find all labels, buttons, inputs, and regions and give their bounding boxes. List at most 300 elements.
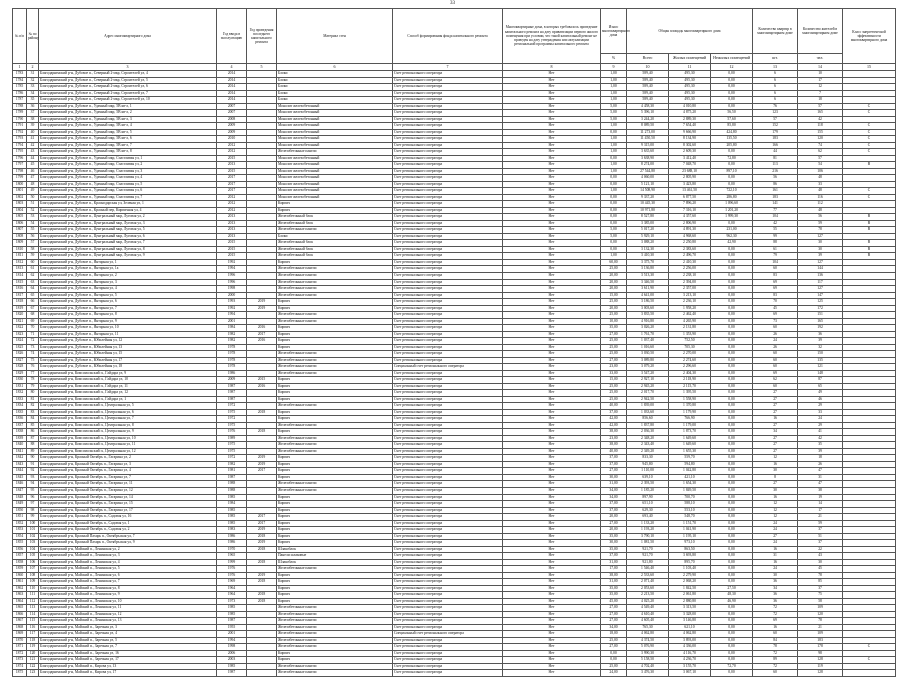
table-header bbox=[13, 9, 896, 71]
cell-area-living: 7 896,20 bbox=[669, 201, 711, 208]
cell-commission-year: 2017 bbox=[217, 188, 247, 195]
cell-energy-class: C bbox=[843, 110, 896, 117]
cell-repair-needed: Нет bbox=[503, 351, 601, 358]
cell-wear: 23,00 bbox=[601, 364, 627, 371]
cell-apartments: 36 bbox=[753, 579, 798, 586]
column-number: 11 bbox=[669, 64, 711, 71]
cell-fund-method: Счет регионального оператора bbox=[393, 233, 503, 240]
cell-last-repair-year: 2018 bbox=[247, 546, 277, 553]
cell-commission-year: 1985 bbox=[217, 611, 247, 618]
cell-commission-year: 1987 bbox=[217, 390, 247, 397]
cell-row-number: 1821 bbox=[13, 318, 27, 325]
cell-address: Благодарненский р-н, Дубовое п., Северный 2-мкр, Строителей ул, 10 bbox=[39, 97, 217, 104]
cell-commission-year: 1972 bbox=[217, 403, 247, 410]
cell-row-number: 1804 bbox=[13, 207, 27, 214]
cell-row-number: 1795 bbox=[13, 149, 27, 156]
cell-commission-year: 1978 bbox=[217, 357, 247, 364]
cell-district-number: 93 bbox=[27, 474, 39, 481]
cell-area-total: 3 030,50 bbox=[627, 351, 669, 358]
cell-area-total: 639,10 bbox=[627, 474, 669, 481]
cell-residents: 109 bbox=[798, 605, 843, 612]
cell-wear: 34,00 bbox=[601, 624, 627, 631]
column-number: 7 bbox=[393, 64, 503, 71]
cell-address: Благодарненский р-н, Дубовое п., Северный 2-мкр, Строителей ул, 7 bbox=[39, 90, 217, 97]
cell-area-living: 3 893,00 bbox=[669, 637, 711, 644]
cell-wall-material: Кирпич bbox=[277, 325, 393, 332]
column-number: 14 bbox=[798, 64, 843, 71]
cell-wall-material: Панели шлаковые bbox=[277, 553, 393, 560]
cell-area-nonliving: 0,00 bbox=[711, 357, 753, 364]
cell-address: Благодарненский р-н, Дубовое п., Красный пер, Кирпичная ул, 4 bbox=[39, 207, 217, 214]
cell-wall-material: Кирпич bbox=[277, 540, 393, 547]
cell-residents: 148 bbox=[798, 370, 843, 377]
cell-wear: 1,00 bbox=[601, 149, 627, 156]
cell-fund-method: Счет регионального оператора bbox=[393, 266, 503, 273]
cell-area-total: 1 033,60 bbox=[627, 409, 669, 416]
cell-wear: 38,00 bbox=[601, 442, 627, 449]
cell-residents: 127 bbox=[798, 259, 843, 266]
cell-area-living: 2 880,80 bbox=[669, 598, 711, 605]
cell-wall-material: Железобетонные панели bbox=[277, 370, 393, 377]
cell-wall-material: Железобетонные панели bbox=[277, 618, 393, 625]
cell-repair-needed: Нет bbox=[503, 501, 601, 508]
cell-area-nonliving: 0,00 bbox=[711, 279, 753, 286]
cell-repair-needed: Нет bbox=[503, 514, 601, 521]
cell-area-total: 4 549,40 bbox=[627, 605, 669, 612]
cell-wall-material: Железобетонные панели bbox=[277, 318, 393, 325]
cell-area-nonliving: 0,00 bbox=[711, 77, 753, 84]
cell-repair-needed: Нет bbox=[503, 474, 601, 481]
cell-address: Благодарненский р-н, Комсомольский п., Центральная ул, 7 bbox=[39, 416, 217, 423]
cell-row-number: 1823 bbox=[13, 331, 27, 338]
cell-address: Благодарненский р-н, Комсомольский п., Центральная ул, 10 bbox=[39, 435, 217, 442]
cell-fund-method: Счет регионального оператора bbox=[393, 188, 503, 195]
cell-fund-method: Счет регионального оператора bbox=[393, 116, 503, 123]
cell-residents: 116 bbox=[798, 194, 843, 201]
cell-apartments: 30 bbox=[753, 572, 798, 579]
cell-apartments: 113 bbox=[753, 162, 798, 169]
cell-row-number: 1871 bbox=[13, 644, 27, 651]
cell-apartments: 152 bbox=[753, 123, 798, 130]
cell-row-number: 1845 bbox=[13, 474, 27, 481]
cell-fund-method: Счет регионального оператора bbox=[393, 299, 503, 306]
cell-area-nonliving: 0,00 bbox=[711, 474, 753, 481]
cell-residents: 119 bbox=[798, 663, 843, 670]
cell-area-living: 7 048,70 bbox=[669, 162, 711, 169]
cell-commission-year: 1985 bbox=[217, 520, 247, 527]
cell-area-living: 2 061,80 bbox=[669, 592, 711, 599]
cell-address: Благодарненский р-н, Комсомольский п., Гайдара ул, 12 bbox=[39, 390, 217, 397]
cell-area-nonliving: 0,00 bbox=[711, 383, 753, 390]
cell-row-number: 1865 bbox=[13, 605, 27, 612]
cell-apartments: 73 bbox=[753, 318, 798, 325]
cell-address: Благодарненский р-н, Майский п., Ленинская ул, 5 bbox=[39, 566, 217, 573]
cell-apartments: 45 bbox=[753, 305, 798, 312]
cell-district-number: 112 bbox=[27, 598, 39, 605]
cell-address: Благодарненский р-н, Комсомольский п., Центральная ул, 11 bbox=[39, 442, 217, 449]
cell-fund-method: Счет регионального оператора bbox=[393, 136, 503, 143]
cell-residents: 78 bbox=[798, 572, 843, 579]
cell-last-repair-year: 2019 bbox=[247, 527, 277, 534]
cell-apartments: 44 bbox=[753, 149, 798, 156]
cell-wall-material: Кирпич bbox=[277, 201, 393, 208]
cell-district-number: 95 bbox=[27, 488, 39, 495]
cell-area-living: 421,10 bbox=[669, 474, 711, 481]
cell-apartments: 56 bbox=[753, 175, 798, 182]
cell-fund-method: Счет регионального оператора bbox=[393, 448, 503, 455]
cell-address: Благодарненский р-н, Дубовое п., Удачный мкр, 5В кв-л, 2 bbox=[39, 110, 217, 117]
cell-apartments: 27 bbox=[753, 481, 798, 488]
cell-address: Благодарненский р-н, Красный Пахарь п., Октябрьская ул, 7 bbox=[39, 533, 217, 540]
cell-area-total: 2 945,20 bbox=[627, 383, 669, 390]
cell-fund-method: Счет регионального оператора bbox=[393, 129, 503, 136]
cell-residents: 17 bbox=[798, 77, 843, 84]
cell-wear: 35,00 bbox=[601, 325, 627, 332]
cell-commission-year: 2000 bbox=[217, 292, 247, 299]
cell-fund-method: Счет регионального оператора bbox=[393, 325, 503, 332]
cell-residents: 7 bbox=[798, 90, 843, 97]
cell-residents: 172 bbox=[798, 305, 843, 312]
cell-area-nonliving: 0,00 bbox=[711, 299, 753, 306]
cell-wall-material: Кирпич bbox=[277, 494, 393, 501]
cell-wall-material: Блоки bbox=[277, 77, 393, 84]
cell-repair-needed: Нет bbox=[503, 370, 601, 377]
cell-last-repair-year: 2017 bbox=[247, 514, 277, 521]
cell-apartments: 30 bbox=[753, 488, 798, 495]
cell-address: Благодарненский р-н, Дубовое п., Удачный мкр, 5В кв-л, 1 bbox=[39, 103, 217, 110]
cell-row-number: 1813 bbox=[13, 266, 27, 273]
header-residents: Количество жителей в многоквартирном доме bbox=[798, 9, 843, 54]
cell-area-total: 3 026,20 bbox=[627, 325, 669, 332]
cell-commission-year: 1972 bbox=[217, 416, 247, 423]
cell-residents: 58 bbox=[798, 598, 843, 605]
table-row bbox=[13, 670, 896, 677]
cell-apartments: 69 bbox=[753, 286, 798, 293]
cell-apartments: 60 bbox=[753, 383, 798, 390]
cell-residents: 22 bbox=[798, 546, 843, 553]
cell-district-number: 122 bbox=[27, 663, 39, 670]
cell-wear: 1,00 bbox=[601, 162, 627, 169]
cell-wear: 5,00 bbox=[601, 110, 627, 117]
cell-repair-needed: Нет bbox=[503, 377, 601, 384]
cell-area-nonliving: 962,30 bbox=[711, 233, 753, 240]
column-number: 15 bbox=[843, 64, 896, 71]
cell-wear: 1,00 bbox=[601, 142, 627, 149]
cell-last-repair-year bbox=[247, 670, 277, 677]
cell-fund-method: Счет регионального оператора bbox=[393, 624, 503, 631]
cell-residents: 33 bbox=[798, 181, 843, 188]
cell-wear: 5,00 bbox=[601, 103, 627, 110]
cell-apartments: 72 bbox=[753, 611, 798, 618]
cell-apartments: 69 bbox=[753, 370, 798, 377]
cell-energy-class: B bbox=[843, 220, 896, 227]
cell-address: Благодарненский р-н, Комсомольский п., Центральная ул, 8 bbox=[39, 422, 217, 429]
cell-area-living: 863,50 bbox=[669, 546, 711, 553]
cell-area-total: 2 942,50 bbox=[627, 396, 669, 403]
housing-register-table bbox=[12, 8, 896, 677]
cell-address: Благодарненский р-н, Дубовое п., Удачный мкр, 5В кв-л, 7 bbox=[39, 142, 217, 149]
cell-wear: 18,00 bbox=[601, 631, 627, 638]
cell-area-nonliving: 0,00 bbox=[711, 331, 753, 338]
cell-fund-method: Счет регионального оператора bbox=[393, 207, 503, 214]
cell-area-nonliving: 0,00 bbox=[711, 435, 753, 442]
cell-area-living: 3 423,80 bbox=[669, 181, 711, 188]
cell-repair-needed: Нет bbox=[503, 286, 601, 293]
cell-row-number: 1833 bbox=[13, 396, 27, 403]
cell-apartments: 81 bbox=[753, 155, 798, 162]
cell-area-living: 588,10 bbox=[669, 501, 711, 508]
cell-area-nonliving: 0,00 bbox=[711, 448, 753, 455]
cell-address: Благодарненский р-н, Дубовое п., Удачный мкр, Счастливая ул, 7 bbox=[39, 194, 217, 201]
cell-wear: 1,00 bbox=[601, 90, 627, 97]
cell-apartments: 60 bbox=[753, 631, 798, 638]
cell-area-living: 700,70 bbox=[669, 494, 711, 501]
cell-area-living: 1 842,50 bbox=[669, 585, 711, 592]
cell-address: Благодарненский р-н, Комсомольский п., Центральная ул, 6 bbox=[39, 409, 217, 416]
cell-area-living: 2 274,60 bbox=[669, 357, 711, 364]
cell-repair-needed: Нет bbox=[503, 84, 601, 91]
cell-energy-class: C bbox=[843, 129, 896, 136]
cell-fund-method: Счет регионального оператора bbox=[393, 331, 503, 338]
cell-last-repair-year: 2017 bbox=[247, 468, 277, 475]
cell-area-total: 3 346,50 bbox=[627, 279, 669, 286]
cell-row-number: 1869 bbox=[13, 631, 27, 638]
cell-apartments: 27 bbox=[753, 390, 798, 397]
cell-address: Благодарненский р-н, Дубовое п., Янтарная ул, 2 bbox=[39, 272, 217, 279]
cell-fund-method: Счет регионального оператора bbox=[393, 77, 503, 84]
cell-wall-material: Железобетонные панели bbox=[277, 149, 393, 156]
cell-address: Благодарненский р-н, Красный Пахарь п., Октябрьская ул, 9 bbox=[39, 540, 217, 547]
cell-fund-method: Счет регионального оператора bbox=[393, 175, 503, 182]
cell-area-total: 5 076,90 bbox=[627, 644, 669, 651]
cell-area-nonliving: 0,00 bbox=[711, 494, 753, 501]
cell-address: Благодарненский р-н, Майский п., Ленинская ул, 6 bbox=[39, 572, 217, 579]
cell-fund-method: Счет регионального оператора bbox=[393, 435, 503, 442]
cell-repair-needed: Нет bbox=[503, 488, 601, 495]
cell-residents: 19 bbox=[798, 494, 843, 501]
cell-row-number: 1790 bbox=[13, 116, 27, 123]
cell-residents: 12 bbox=[798, 84, 843, 91]
cell-fund-method: Счет регионального оператора bbox=[393, 305, 503, 312]
cell-commission-year: 2012 bbox=[217, 207, 247, 214]
cell-wall-material: Железобетонные панели bbox=[277, 435, 393, 442]
cell-area-nonliving: 0,00 bbox=[711, 514, 753, 521]
cell-area-total: 10 445,30 bbox=[627, 201, 669, 208]
cell-district-number: 71 bbox=[27, 331, 39, 338]
cell-repair-needed: Нет bbox=[503, 579, 601, 586]
cell-area-total: 4 916,80 bbox=[627, 318, 669, 325]
cell-area-total: 5 158,50 bbox=[627, 657, 669, 664]
cell-row-number: 1800 bbox=[13, 181, 27, 188]
cell-wear: 0,00 bbox=[601, 194, 627, 201]
cell-district-number: 69 bbox=[27, 318, 39, 325]
cell-apartments: 89 bbox=[753, 657, 798, 664]
cell-last-repair-year: 2019 bbox=[247, 540, 277, 547]
cell-area-total: 8 527,80 bbox=[627, 214, 669, 221]
cell-repair-needed: Нет bbox=[503, 201, 601, 208]
cell-area-nonliving: 1 096,60 bbox=[711, 201, 753, 208]
cell-residents: 87 bbox=[798, 377, 843, 384]
cell-district-number: 40 bbox=[27, 129, 39, 136]
cell-area-total: 4 610,40 bbox=[627, 611, 669, 618]
cell-row-number: 1856 bbox=[13, 546, 27, 553]
cell-area-living: 3 155,70 bbox=[669, 663, 711, 670]
cell-wall-material: Кирпич bbox=[277, 592, 393, 599]
cell-wear: 27,00 bbox=[601, 520, 627, 527]
cell-last-repair-year: 2018 bbox=[247, 579, 277, 586]
cell-commission-year: 2015 bbox=[217, 155, 247, 162]
cell-area-nonliving: 0,00 bbox=[711, 390, 753, 397]
cell-address: Благодарненский р-н, Майский п., Ленинская ул, 4 bbox=[39, 559, 217, 566]
cell-area-living: 4 336,00 bbox=[669, 644, 711, 651]
cell-apartments: 161 bbox=[753, 188, 798, 195]
cell-commission-year: 1989 bbox=[217, 435, 247, 442]
cell-wear: 20,00 bbox=[601, 272, 627, 279]
cell-wall-material: Железобетонные панели bbox=[277, 292, 393, 299]
cell-repair-needed: Нет bbox=[503, 611, 601, 618]
cell-area-total: 5 396,10 bbox=[627, 110, 669, 117]
cell-commission-year: 1985 bbox=[217, 663, 247, 670]
cell-wall-material: Монолит железобетонный bbox=[277, 181, 393, 188]
cell-address: Благодарненский р-н, Майский п., Ленинская ул, 10 bbox=[39, 598, 217, 605]
cell-district-number: 72 bbox=[27, 338, 39, 345]
cell-fund-method: Счет регионального оператора bbox=[393, 338, 503, 345]
cell-area-total: 3 410,30 bbox=[627, 253, 669, 260]
cell-commission-year: 1985 bbox=[217, 514, 247, 521]
cell-address: Благодарненский р-н, Красный Октябрь п., Садовая ул, 2 bbox=[39, 527, 217, 534]
cell-fund-method: Счет регионального оператора bbox=[393, 357, 503, 364]
cell-district-number: 67 bbox=[27, 305, 39, 312]
cell-area-living: 2 236,10 bbox=[669, 299, 711, 306]
cell-district-number: 123 bbox=[27, 670, 39, 677]
cell-commission-year: 2001 bbox=[217, 631, 247, 638]
cell-area-nonliving: 0,00 bbox=[711, 318, 753, 325]
cell-wear: 25,00 bbox=[601, 637, 627, 644]
cell-apartments: 60 bbox=[753, 351, 798, 358]
cell-wear: 24,00 bbox=[601, 670, 627, 677]
cell-commission-year: 1987 bbox=[217, 396, 247, 403]
cell-row-number: 1816 bbox=[13, 286, 27, 293]
column-number: 8 bbox=[503, 64, 601, 71]
cell-area-nonliving: 56,50 bbox=[711, 110, 753, 117]
cell-wall-material: Железобетонные панели bbox=[277, 357, 393, 364]
cell-district-number: 92 bbox=[27, 468, 39, 475]
cell-address: Благодарненский р-н, Дубовое п., Удачный мкр, Счастливая ул, 2 bbox=[39, 162, 217, 169]
cell-fund-method: Счет регионального оператора bbox=[393, 246, 503, 253]
cell-district-number: 31 bbox=[27, 71, 39, 78]
cell-fund-method: Счет регионального оператора bbox=[393, 663, 503, 670]
cell-last-repair-year: 2018 bbox=[247, 559, 277, 566]
header-commission-year: Год ввода в эксплуатацию bbox=[217, 9, 247, 64]
cell-fund-method: Счет регионального оператора bbox=[393, 142, 503, 149]
cell-area-living: 766,90 bbox=[669, 416, 711, 423]
cell-row-number: 1830 bbox=[13, 377, 27, 384]
cell-area-living: 973,10 bbox=[669, 540, 711, 547]
cell-wall-material: Кирпич bbox=[277, 331, 393, 338]
cell-wear: 60,00 bbox=[601, 259, 627, 266]
cell-area-nonliving: 0,00 bbox=[711, 670, 753, 677]
cell-commission-year: 2014 bbox=[217, 90, 247, 97]
cell-apartments: 60 bbox=[753, 364, 798, 371]
cell-address: Благодарненский р-н, Майский п., Ленинская ул, 11 bbox=[39, 605, 217, 612]
cell-repair-needed: Нет bbox=[503, 553, 601, 560]
header-row-number: № п/п bbox=[13, 9, 27, 64]
cell-district-number: 104 bbox=[27, 546, 39, 553]
cell-wear: 27,00 bbox=[601, 605, 627, 612]
cell-apartments: 216 bbox=[753, 168, 798, 175]
cell-fund-method: Счет регионального оператора bbox=[393, 670, 503, 677]
cell-residents: 112 bbox=[798, 201, 843, 208]
cell-commission-year: 1993 bbox=[217, 299, 247, 306]
cell-repair-needed: Нет bbox=[503, 181, 601, 188]
cell-district-number: 56 bbox=[27, 233, 39, 240]
cell-apartments: 24 bbox=[753, 338, 798, 345]
cell-residents: 65 bbox=[798, 383, 843, 390]
cell-district-number: 81 bbox=[27, 396, 39, 403]
cell-wear: 1,00 bbox=[601, 168, 627, 175]
cell-repair-needed: Нет bbox=[503, 220, 601, 227]
cell-row-number: 1796 bbox=[13, 155, 27, 162]
cell-district-number: 33 bbox=[27, 84, 39, 91]
cell-residents: 54 bbox=[798, 162, 843, 169]
cell-district-number: 102 bbox=[27, 533, 39, 540]
cell-residents: 74 bbox=[798, 142, 843, 149]
cell-address: Благодарненский р-н, Дубовое п., Янтарная ул, 1а bbox=[39, 266, 217, 273]
cell-apartments: 61 bbox=[753, 246, 798, 253]
cell-area-total: 1 133,20 bbox=[627, 520, 669, 527]
cell-energy-class: C bbox=[843, 149, 896, 156]
cell-last-repair-year: 2019 bbox=[247, 299, 277, 306]
cell-residents: 31 bbox=[798, 474, 843, 481]
cell-wall-material: Железобетонные панели bbox=[277, 644, 393, 651]
cell-fund-method: Счет регионального оператора bbox=[393, 253, 503, 260]
cell-area-living: 495,30 bbox=[669, 71, 711, 78]
cell-fund-method: Счет регионального оператора bbox=[393, 422, 503, 429]
cell-apartments: 27 bbox=[753, 448, 798, 455]
cell-district-number: 88 bbox=[27, 442, 39, 449]
cell-district-number: 78 bbox=[27, 377, 39, 384]
cell-area-nonliving: 0,00 bbox=[711, 572, 753, 579]
header-district-number: № по району bbox=[27, 9, 39, 64]
cell-row-number: 1834 bbox=[13, 403, 27, 410]
cell-area-living: 2 238,10 bbox=[669, 272, 711, 279]
cell-area-nonliving: 0,00 bbox=[711, 266, 753, 273]
cell-commission-year: 2014 bbox=[217, 77, 247, 84]
cell-wall-material: Кирпич bbox=[277, 207, 393, 214]
cell-commission-year: 1988 bbox=[217, 488, 247, 495]
cell-residents: 78 bbox=[798, 618, 843, 625]
cell-commission-year: 1985 bbox=[217, 494, 247, 501]
cell-commission-year: 1970 bbox=[217, 546, 247, 553]
cell-fund-method: Счет регионального оператора bbox=[393, 553, 503, 560]
cell-area-living: 621,10 bbox=[669, 624, 711, 631]
cell-commission-year: 2009 bbox=[217, 377, 247, 384]
cell-last-repair-year: 2016 bbox=[247, 338, 277, 345]
cell-area-nonliving: 0,00 bbox=[711, 624, 753, 631]
cell-commission-year: 1984 bbox=[217, 325, 247, 332]
cell-address: Благодарненский р-н, Дубовое п., Янтарная ул, 7 bbox=[39, 305, 217, 312]
cell-area-total: 3 186,50 bbox=[627, 299, 669, 306]
cell-fund-method: Счет регионального оператора bbox=[393, 110, 503, 117]
cell-apartments: 24 bbox=[753, 520, 798, 527]
cell-fund-method: Счет регионального оператора bbox=[393, 618, 503, 625]
cell-apartments: 6 bbox=[753, 71, 798, 78]
cell-wall-material: Монолит железобетонный bbox=[277, 103, 393, 110]
cell-wear: 10,00 bbox=[601, 318, 627, 325]
cell-district-number: 52 bbox=[27, 207, 39, 214]
cell-area-living: 3 213,10 bbox=[669, 292, 711, 299]
cell-row-number: 1822 bbox=[13, 325, 27, 332]
